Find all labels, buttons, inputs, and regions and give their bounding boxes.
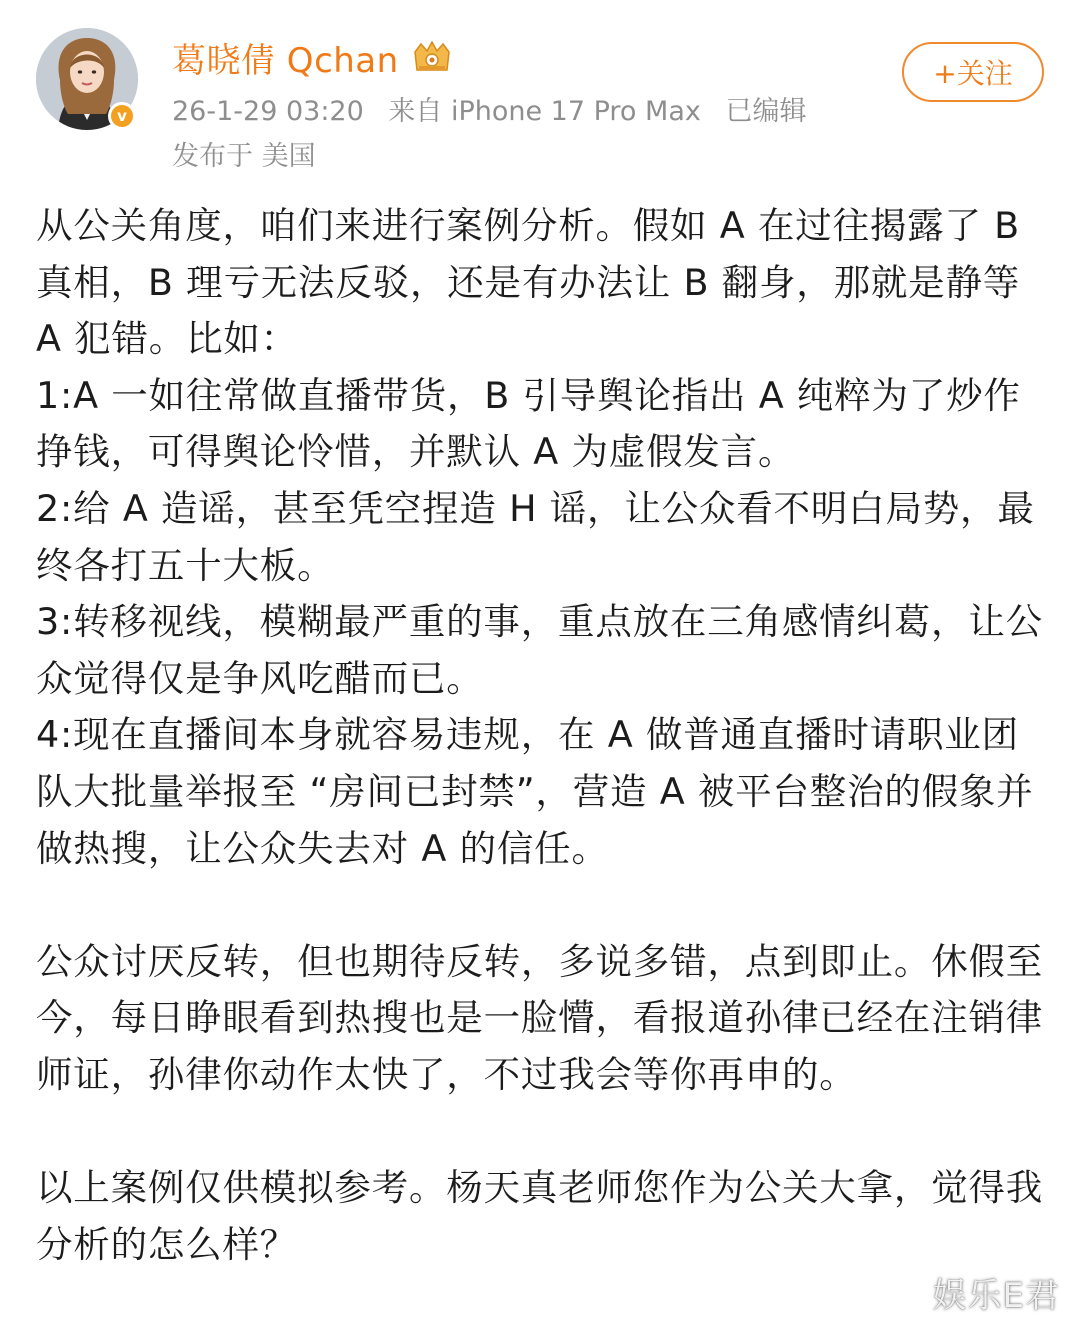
post-paragraph: 从公关角度，咱们来进行案例分析。假如 A 在过往揭露了 B 真相，B 理亏无法反驳，还是有办法让 B 翻身，那就是静等 A 犯错。比如： — [36, 204, 1021, 361]
post-meta — [172, 89, 806, 128]
post-paragraph: 4:现在直播间本身就容易违规，在 A 做普通直播时请职业团队大批量举报至 “房间已封禁”，营造 A 被平台整治的假象并做热搜，让公众失去对 A 的信任。 — [36, 713, 1034, 870]
username[interactable]: 葛晓倩 Qchan — [172, 40, 399, 81]
follow-button[interactable]: +关注 — [902, 42, 1044, 102]
verified-badge-icon: v — [108, 102, 136, 130]
post-paragraph: 2:给 A 造谣，甚至凭空捏造 H 谣，让公众看不明白局势，最终各打五十大板。 — [36, 486, 1035, 587]
post-source[interactable]: 来自 iPhone 17 Pro Max — [388, 96, 701, 127]
post-paragraph: 公众讨厌反转，但也期待反转，多说多错，点到即止。休假至今，每日睁眼看到热搜也是一脸懵，看报道孙律已经在注销律师证，孙律你动作太快了，不过我会等你再申的。 — [36, 939, 1044, 1096]
paragraph-spacer — [36, 1104, 1048, 1161]
paragraph-spacer — [36, 877, 1048, 934]
post-location: 发布于 美国 — [172, 141, 316, 172]
vip-crown-icon[interactable] — [409, 40, 455, 74]
post-paragraph: 以上案例仅供模拟参考。杨天真老师您作为公关大拿，觉得我分析的怎么样？ — [36, 1166, 1044, 1266]
post-body — [36, 198, 1048, 1273]
username-row — [172, 34, 455, 80]
post-paragraph: 3:转移视线，模糊最严重的事，重点放在三角感情纠葛，让公众觉得仅是争风吃醋而已。 — [36, 600, 1043, 700]
watermark: 娱乐E君 — [932, 1276, 1060, 1316]
post-timestamp: 26-1-29 03:20 — [172, 96, 364, 127]
post-paragraph: 1:A 一如往常做直播带货，B 引导舆论指出 A 纯粹为了炒作挣钱，可得舆论怜惜，并默认 A 为虚假发言。 — [36, 373, 1021, 474]
post-header — [0, 0, 1080, 180]
post-edited-label[interactable]: 已编辑 — [725, 96, 807, 127]
